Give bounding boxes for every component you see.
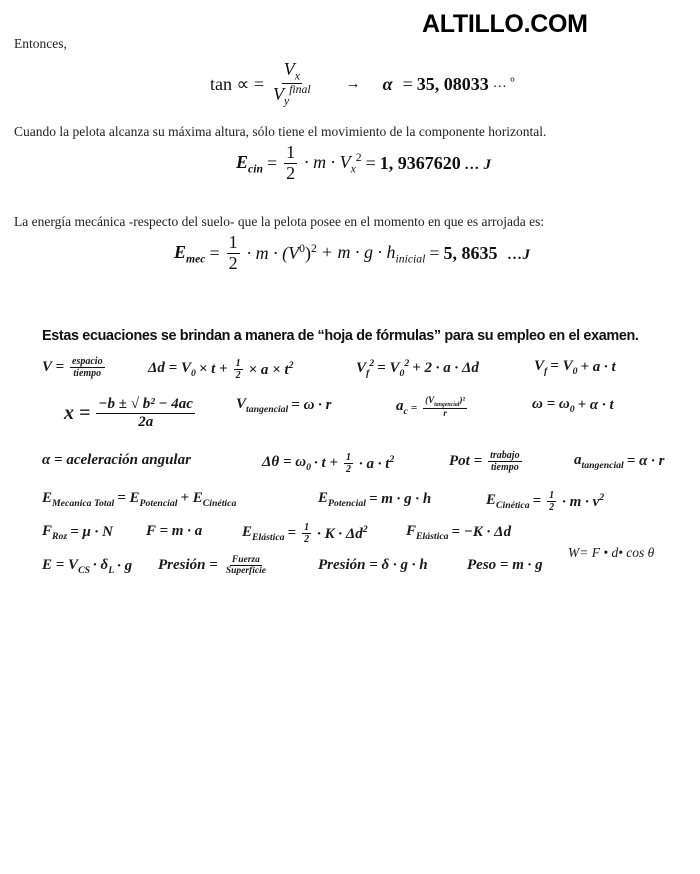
fraction bbox=[70, 356, 105, 379]
subscript: CS bbox=[78, 565, 90, 576]
part: F bbox=[406, 523, 417, 539]
part: E bbox=[486, 492, 497, 508]
subscript: 0 bbox=[572, 366, 578, 377]
part: · δ bbox=[93, 557, 109, 573]
fraction bbox=[227, 233, 240, 274]
equation-mechanical-energy bbox=[174, 233, 530, 274]
part: Δθ = ω bbox=[262, 454, 307, 470]
part: + a · t bbox=[580, 359, 616, 375]
subscript: mec bbox=[186, 252, 206, 266]
formula-displacement bbox=[148, 358, 294, 381]
arrow-icon: → bbox=[345, 75, 361, 92]
part: = μ · N bbox=[70, 524, 113, 540]
numerator: 1 bbox=[345, 452, 351, 463]
part: a bbox=[574, 452, 582, 468]
subscript: tangencial bbox=[246, 404, 289, 415]
subscript: Elástica bbox=[252, 532, 285, 543]
paragraph-max-height: Cuando la pelota alcanza su máxima altura, sólo tiene el movimiento de la componente horizontal. bbox=[14, 124, 547, 139]
mechanical-value: 5, 8635 bbox=[443, 242, 498, 263]
subscript: 0 bbox=[399, 368, 405, 379]
part: a bbox=[396, 398, 404, 415]
altillo-logo: ALTILLO.COM bbox=[422, 10, 588, 38]
subscript: inicial bbox=[395, 252, 426, 266]
superscript: 0 bbox=[299, 242, 305, 256]
denominator: Superficie bbox=[225, 566, 266, 577]
formula-tangential-velocity bbox=[236, 396, 332, 415]
part: = −K · Δd bbox=[451, 524, 512, 540]
denominator: 2a bbox=[138, 413, 154, 430]
eq-tail: … º bbox=[492, 76, 515, 92]
subscript: 0 bbox=[190, 368, 196, 379]
superscript: 2 bbox=[389, 454, 395, 465]
formula-kinetic-energy bbox=[486, 490, 604, 513]
numerator: 1 bbox=[235, 358, 241, 369]
subscript: Potencial bbox=[328, 498, 366, 509]
formula-friction-force bbox=[42, 523, 113, 542]
denominator: 2 bbox=[286, 162, 296, 183]
subscript: Cinética bbox=[202, 498, 237, 509]
formula-weight: Peso = m · g bbox=[467, 557, 543, 573]
subscript: f bbox=[544, 366, 548, 377]
subscript: x bbox=[294, 69, 300, 83]
numerator: 1 bbox=[549, 490, 555, 501]
paragraph-entonces: Entonces, bbox=[14, 36, 67, 51]
part: · K · Δd bbox=[317, 526, 363, 542]
kinetic-value: 1, 9367620 bbox=[379, 152, 461, 173]
part: = bbox=[410, 401, 418, 414]
formula-centripetal-acceleration bbox=[396, 396, 470, 419]
numerator: (V bbox=[425, 395, 435, 405]
numerator: Fuerza bbox=[231, 555, 260, 565]
eq-tail: …J bbox=[507, 246, 531, 263]
equals: = bbox=[266, 152, 278, 173]
eq-middle: · m · V bbox=[304, 152, 351, 172]
part: E bbox=[318, 490, 329, 506]
part: · g bbox=[117, 558, 133, 574]
subscript: 0 bbox=[569, 404, 575, 415]
fraction bbox=[96, 396, 195, 430]
equation-kinetic-energy bbox=[236, 143, 491, 184]
formula-final-velocity bbox=[534, 358, 616, 377]
part: · a · t bbox=[358, 456, 390, 472]
part: + 2 · a · Δd bbox=[412, 360, 479, 376]
formula-work: W= F • d• cos θ bbox=[568, 545, 655, 560]
paren: ) bbox=[304, 243, 311, 264]
denominator: 2 bbox=[549, 502, 555, 513]
eq-lhs: E bbox=[236, 151, 249, 172]
fraction bbox=[344, 452, 353, 475]
superscript: 2 bbox=[362, 524, 368, 535]
eq-potential-term: + m · g · h bbox=[320, 241, 396, 262]
denominator: 2 bbox=[304, 534, 310, 545]
formula-angular-displacement bbox=[262, 452, 394, 475]
formula-pressure bbox=[158, 555, 271, 577]
formula-angular-velocity bbox=[532, 396, 614, 415]
fraction bbox=[284, 143, 297, 184]
part: Δd = V bbox=[148, 360, 191, 376]
subscript: f bbox=[366, 368, 370, 379]
subscript: x bbox=[350, 162, 356, 176]
part: × t + bbox=[198, 361, 228, 377]
denominator: tiempo bbox=[73, 368, 102, 379]
subscript: tangencial bbox=[581, 460, 624, 471]
lhs: Presión = bbox=[158, 557, 218, 574]
subscript: Roz bbox=[52, 531, 68, 542]
subscript: 0 bbox=[306, 462, 311, 473]
denominator: V bbox=[273, 84, 284, 105]
part: = α · r bbox=[626, 453, 665, 469]
part: V bbox=[356, 360, 367, 376]
numerator: 1 bbox=[286, 142, 296, 162]
numerator: V bbox=[283, 59, 295, 79]
alpha-symbol: α bbox=[382, 73, 393, 94]
fraction bbox=[271, 60, 313, 109]
formula-tangential-acceleration bbox=[574, 452, 664, 471]
part: · t + bbox=[313, 455, 338, 471]
equals: = bbox=[365, 152, 376, 173]
formula-elastic-force bbox=[406, 523, 511, 542]
superscript: 2 bbox=[369, 358, 375, 369]
numerator: 1 bbox=[228, 232, 238, 252]
part: + α · t bbox=[577, 397, 614, 413]
formula-velocity bbox=[42, 356, 108, 379]
subscript: Potencial bbox=[139, 498, 178, 509]
part: E = V bbox=[42, 557, 79, 573]
part: E bbox=[242, 524, 253, 540]
paragraph-mechanical-energy: La energía mecánica -respecto del suelo- que la pelota posee en el momento en que es arrojada es: bbox=[14, 214, 545, 229]
eq-lhs: E bbox=[174, 241, 187, 262]
superscript: 2 bbox=[310, 242, 317, 256]
denominator: 2 bbox=[228, 252, 238, 273]
fraction bbox=[224, 555, 268, 577]
numerator: 1 bbox=[304, 522, 310, 533]
superscript: final bbox=[289, 83, 311, 97]
part: = V bbox=[550, 358, 573, 374]
lhs: V = bbox=[42, 359, 65, 375]
formula-final-velocity-squared bbox=[356, 358, 479, 379]
subscript: Elástica bbox=[416, 531, 449, 542]
part: = ω · r bbox=[291, 397, 332, 413]
numerator: espacio bbox=[72, 356, 103, 367]
denominator: 2 bbox=[235, 370, 241, 381]
eq-middle: · m · (V bbox=[246, 243, 300, 264]
part: = m · g · h bbox=[368, 491, 432, 507]
alpha-value: 35, 08033 bbox=[416, 73, 489, 94]
denominator: r bbox=[443, 408, 447, 419]
part: E bbox=[42, 490, 53, 506]
equals: = bbox=[209, 242, 220, 263]
part: ω = ω bbox=[532, 396, 570, 412]
equals: = bbox=[429, 242, 440, 263]
subscript: L bbox=[108, 565, 115, 576]
subscript: c bbox=[403, 406, 408, 418]
formula-potential-energy bbox=[318, 490, 431, 509]
fraction bbox=[423, 396, 467, 419]
superscript: 2 bbox=[288, 360, 294, 371]
numerator: −b ± √ b² − 4ac bbox=[98, 396, 193, 412]
fraction bbox=[488, 450, 521, 473]
part: V bbox=[236, 396, 247, 412]
denominator: tiempo bbox=[490, 462, 519, 473]
numerator: trabajo bbox=[490, 450, 520, 461]
formula-quadratic bbox=[64, 396, 198, 430]
superscript: 2 bbox=[599, 492, 605, 503]
subscript: Cinética bbox=[496, 500, 530, 511]
part: = bbox=[287, 525, 297, 541]
part: = bbox=[532, 493, 542, 509]
lhs: Pot = bbox=[449, 453, 483, 469]
subscript: Mecanica Total bbox=[52, 498, 115, 509]
part: = V bbox=[377, 360, 400, 376]
part: + E bbox=[180, 490, 203, 506]
formula-sheet-heading: Estas ecuaciones se brindan a manera de “hoja de fórmulas” para su empleo en el examen. bbox=[42, 328, 639, 344]
subscript: cin bbox=[248, 162, 263, 176]
part: )² bbox=[459, 395, 466, 405]
superscript: 2 bbox=[355, 151, 362, 164]
part: V bbox=[534, 358, 545, 374]
formula-hydrostatic-pressure: Presión = δ · g · h bbox=[318, 557, 428, 573]
eq-tail: … J bbox=[464, 156, 492, 173]
part: = E bbox=[117, 490, 140, 506]
part: × a × t bbox=[248, 362, 289, 378]
equation-tan-alpha bbox=[210, 60, 515, 109]
fraction bbox=[547, 490, 556, 513]
part: · m · v bbox=[562, 494, 600, 510]
formula-total-mechanical-energy bbox=[42, 490, 236, 509]
eq-lhs: tan ∝ = bbox=[210, 73, 264, 94]
formula-elastic-energy bbox=[242, 522, 368, 545]
subscript: y bbox=[284, 95, 290, 109]
lhs: x = bbox=[64, 401, 91, 424]
subscript: tangencial bbox=[434, 401, 460, 408]
formula-buoyancy bbox=[42, 557, 132, 576]
fraction bbox=[234, 358, 243, 381]
superscript: 2 bbox=[404, 358, 410, 369]
formula-power bbox=[449, 450, 525, 473]
fraction bbox=[302, 522, 311, 545]
equals: = bbox=[402, 73, 413, 94]
denominator: 2 bbox=[345, 464, 351, 475]
part: F bbox=[42, 523, 53, 539]
formula-newton-force: F = m · a bbox=[146, 523, 203, 539]
formula-angular-acceleration: α = aceleración angular bbox=[42, 452, 191, 468]
